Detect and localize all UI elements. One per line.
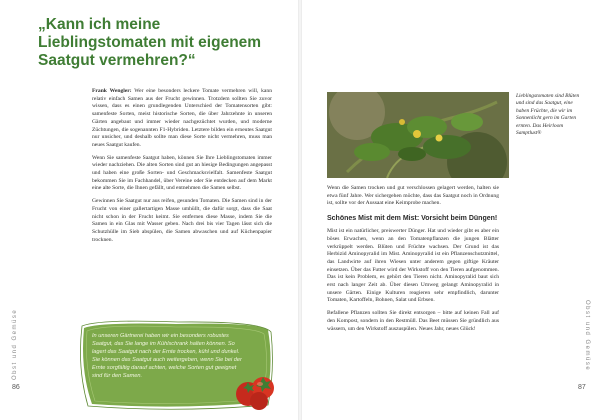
tomato-plant-photo	[327, 92, 509, 178]
page-number-left: 86	[12, 384, 20, 391]
paragraph-advice: Befallene Pflanzen sollten Sie direkt entsorgen – bitte auf keinen Fall auf den Kompost, sondern in den Restmüll. Das Beet müssen Sie gründlich aus wässern, um den Wirkstoff auszuspülen. Neues Jahr, neues Glück!	[327, 310, 499, 332]
page-gutter	[298, 0, 302, 420]
paragraph-manure: Mist ist ein natürlicher, preiswerter Dünger. Hat und wieder gibt es aber ein böses Erwachen, wenn an den Tomatenpflanzen die jungen Blätter verkrüppelt werden. Blüten und Früchte wachsen. Der Grund ist das Herbizid Aminopyralid im Mist. Aminopyralid ist ein Pflanzenschutzmittel, das Landwirte auf ihren Wiesen unter anderem gegen giftige Kräuter einsetzen. Über das Futter wird der Wirkstoff von den Tieren aufgenommen. Das ist kein Problem, es gehört den Tieren nicht. Aminopyralid baut sich erst nach langer Zeit ab. Über diesen Umweg gelangt Aminopyralid in unsere Gärten. Einige Kulturen reagieren sehr empfindlich, darunter Tomaten, Kartoffeln, Bohnen, Salat und Erbsen.	[327, 228, 499, 304]
subheading: Schönes Mist mit dem Mist: Vorsicht beim Düngen!	[327, 215, 498, 223]
paragraph-harvest: Gewinnen Sie Saatgut nur aus reifen, gesunden Tomaten. Die Samen sind in der Frucht von einer gallertartigen Masse umhüllt, die dafür sorgt, dass die Saat nicht schon in der Frucht keimt. Sie entfernen diese Masse, indem Sie die Samen in ein Glas mit Wasser geben. Nach drei bis vier Tagen lässt sich die Schutzhülle im Sieb abspülen, die Samen abwaschen und auf Küchenpapier trocknen.	[92, 198, 272, 243]
page-title: „Kann ich meine Lieblingstomaten mit eigenem Saatgut vermehren?“	[38, 16, 262, 69]
paragraph-seeds: Wenn Sie samenfeste Saatgut haben, können Sie Ihre Lieblingstomaten immer wieder nachziehen. Die alten Sorten sind gut an hiesige Bedingungen angepasst und haben eine große Sorten- und Geschmacksvielfalt. Samenfeste Saatgut bekommen Sie im Fachhandel, über Vereine oder Sie entdecken auf dem Markt eine alte Sorte, die Ihnen gefällt, und entnehmen die Samen selbst.	[92, 154, 272, 192]
page-number-right: 87	[578, 384, 586, 391]
tomato-icon	[232, 366, 278, 412]
speaker-name: Frank Wengler:	[92, 88, 132, 94]
plant-image	[327, 92, 509, 178]
left-column	[92, 88, 272, 249]
right-column	[327, 185, 499, 338]
section-label-right: Obst und Gemüse	[584, 300, 590, 372]
photo-caption: Lieblingstomaten sind Blüten und sind das Saatgut, eine haben Früchte, die wir im Sonnenlicht gern im Garten ernten. Das Heirloom Samptlust®	[516, 93, 580, 137]
tip-text: In unseren Gärtnerei haben wir ein besonders robustes Saatgut, das Sie lange im Kühlschrank halten können. So lagert das Saatgut nach der Ernte trocken, kühl und dunkel. Sie können das Saatgut auch weitergeben, wenn Sie bei der Ernte sorgfältig darauf achten, welche Sorten gut geeignet sind für den Samen.	[92, 333, 242, 379]
section-label-left: Obst und Gemüse	[12, 308, 18, 380]
paragraph-intro: Frank Wengler: Wer eine besonders leckere Tomate vermehren will, kann relativ einfach Samen aus der Frucht gewinnen. Trotzdem sollten Sie zuvor wissen, dass es einen grundlegenden Unterschied der Tomatensorten gibt: samenfeste Sorten, meist historische Sorten, die über Jahrzehnte in unseren Gärten angebaut und immer wieder nachgezüchtet wurden, und moderne Züchtungen, die sogenannten F1-Hybriden. Letztere bilden ein erneutes Saatgut nur unsicher, und deshalb sollte man diese Sorte nicht vermehren, muss man neues Saatgut kaufen.	[92, 88, 272, 148]
paragraph-storage: Wenn die Samen trocken und gut verschlossen gelagert werden, halten sie etwa fünf Jahre. Wer sichergehen möchte, dass das Saatgut noch in Ordnung ist, sollte vor der Aussaat eine Keimprobe machen.	[327, 185, 499, 207]
